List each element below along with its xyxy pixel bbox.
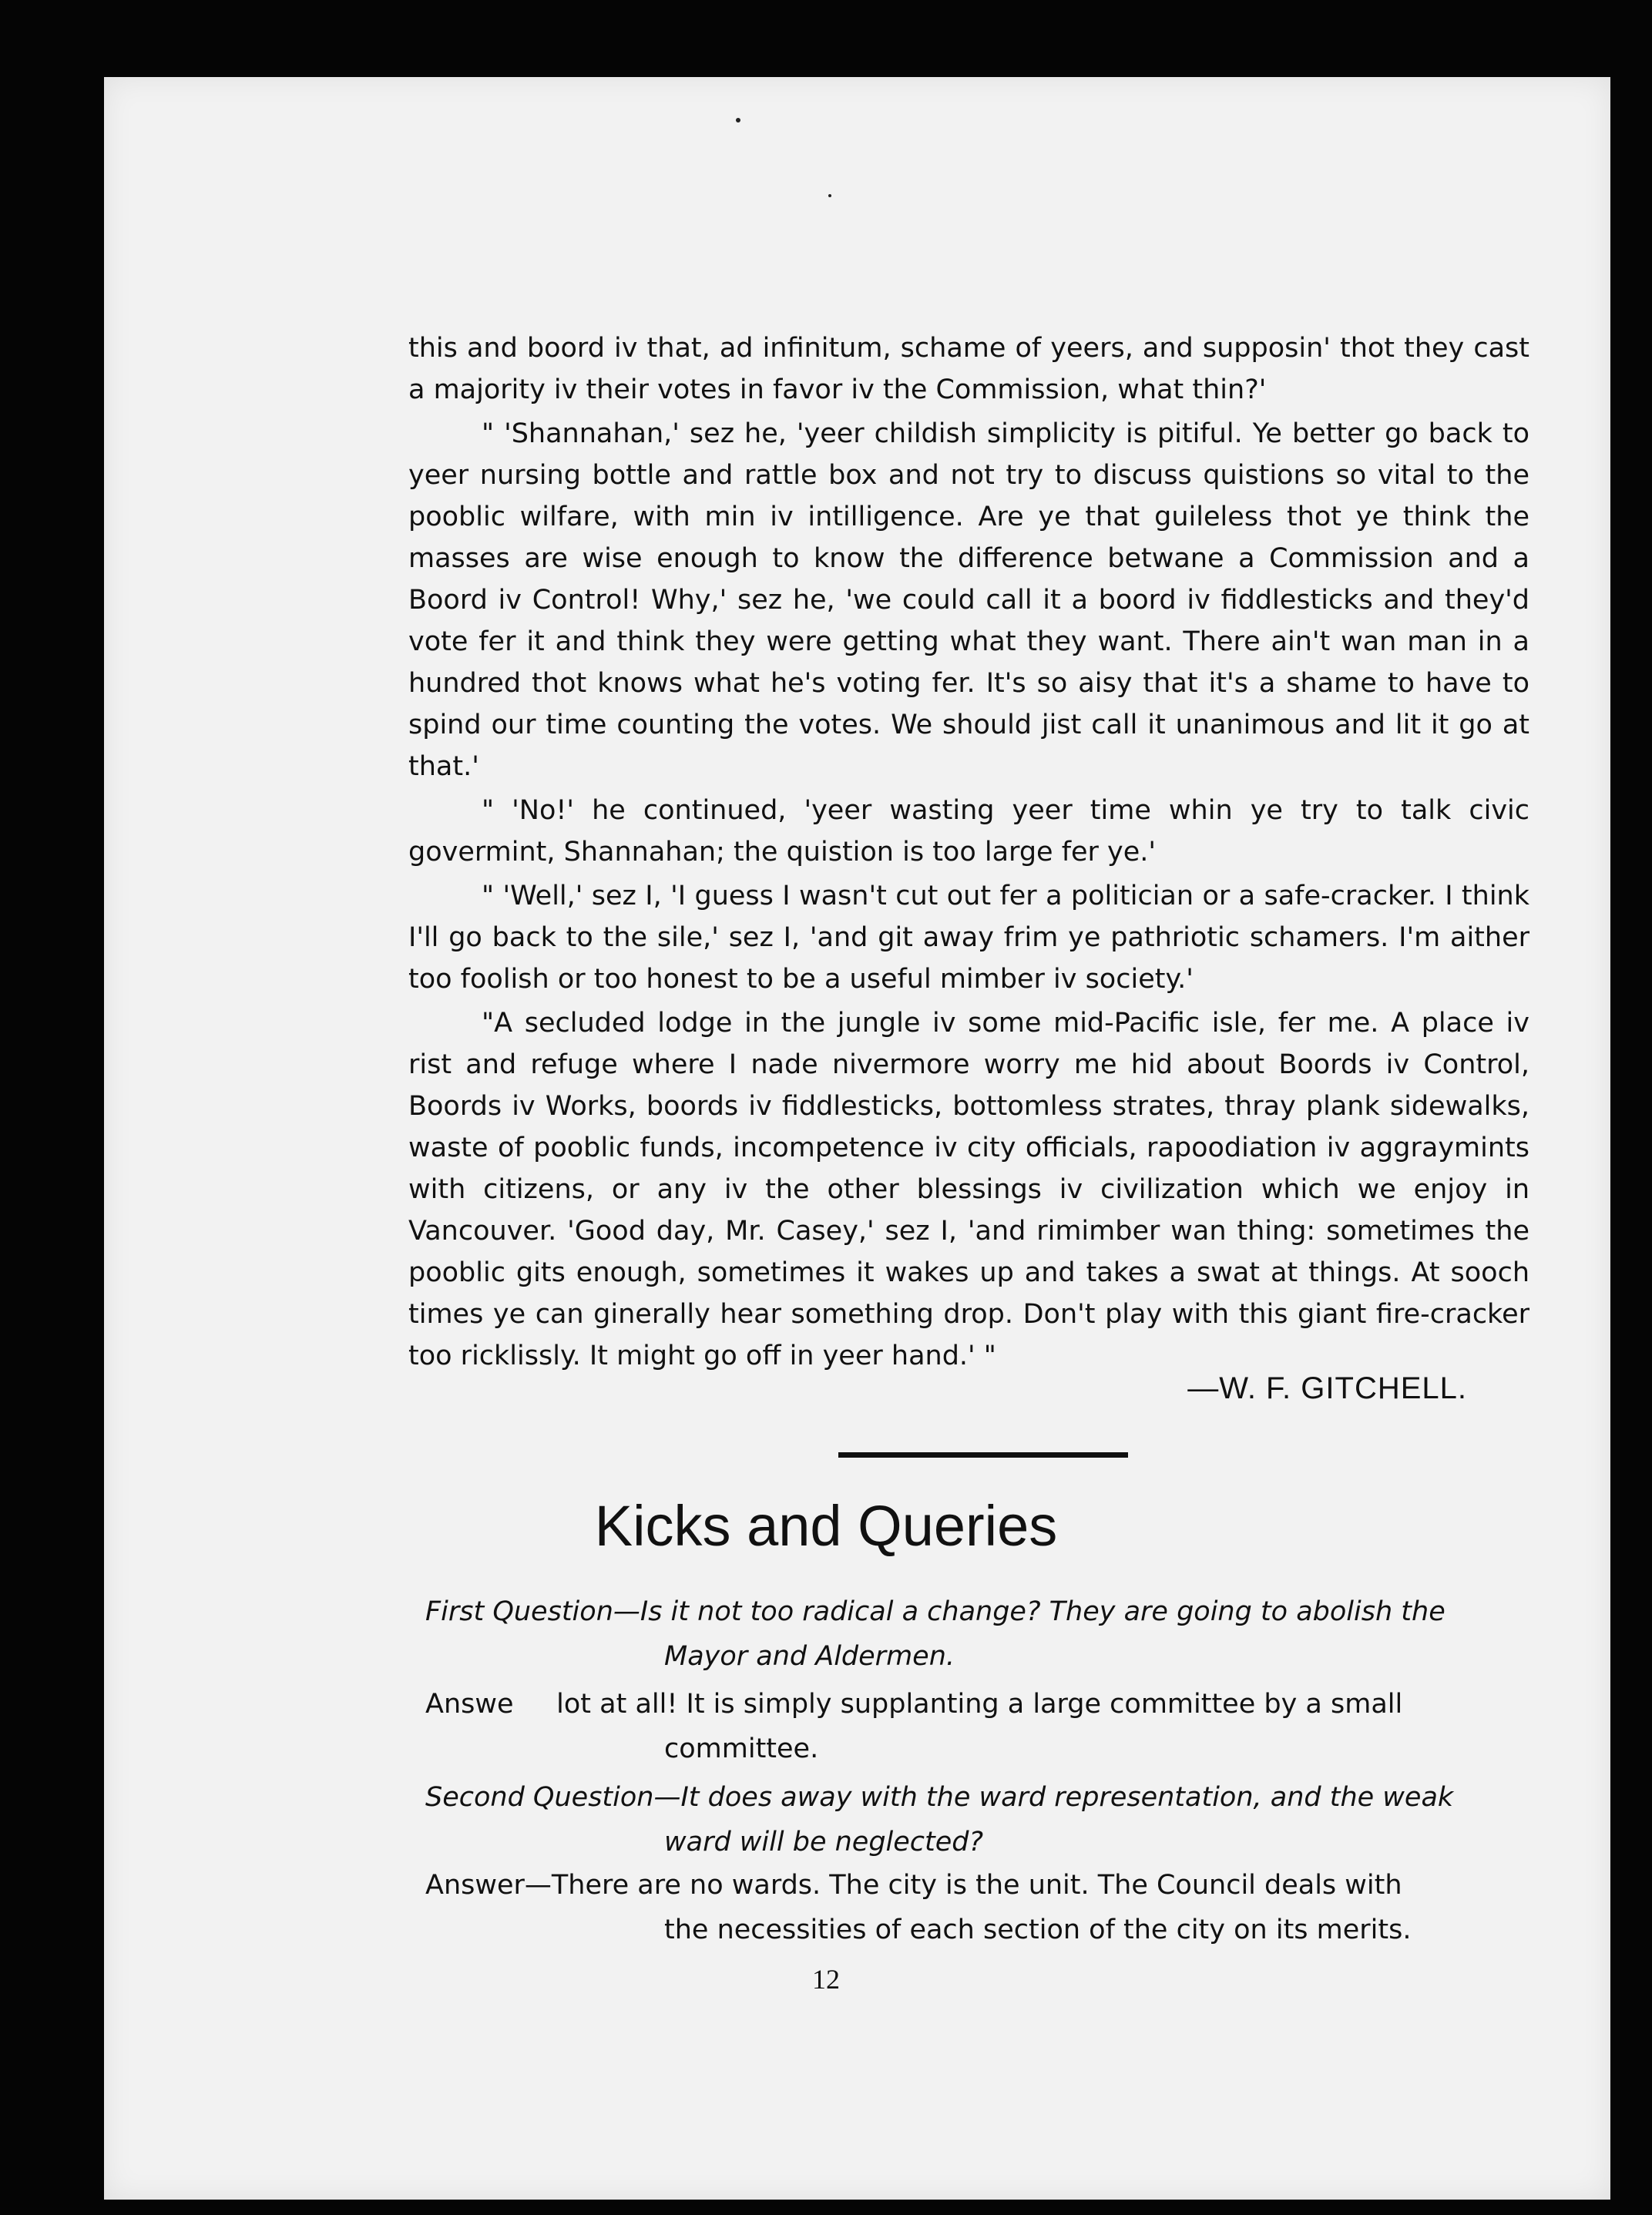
qa-label: Second Question— (425, 1782, 681, 1813)
qa-text: lot at all! It is simply supplanting a large committee by a small (556, 1689, 1403, 1720)
letter-paragraph: this and boord iv that, ad infinitum, schame of yeers, and supposin' thot they cast a majority iv their votes in favor iv the Commission, what thin?' (408, 333, 1529, 405)
page-number: 12 (812, 1964, 840, 1995)
qa-entry (425, 1589, 1550, 1679)
speck (828, 194, 831, 197)
speck (736, 118, 740, 122)
author-signature: —W. F. GITCHELL. (1187, 1371, 1467, 1405)
qa-entry (425, 1682, 1550, 1771)
qa-label: Answe (425, 1689, 514, 1720)
letter-paragraph: "A secluded lodge in the jungle iv some mid-Pacific isle, fer me. A place iv rist and refuge where I nade nivermore worry me hid about Boords iv Control, Boords iv Works, boords iv fiddlesticks, bottomless strates, thray plank sidewalks, waste of pooblic funds, incompetence iv city officials, rapoodiation iv aggraymints with citizens, or any iv the other blessings iv civilization which we enjoy in Vancouver. 'Good day, Mr. Casey,' sez I, 'and rimimber wan thing: sometimes the pooblic gits enough, sometimes it wakes up and takes a swat at things. At sooch times ye can ginerally hear something drop. Don't play with this giant fire-cracker too ricklissly. It might go off in yeer hand.' " (408, 1008, 1529, 1371)
letter-body (408, 327, 1529, 1379)
section-divider (838, 1452, 1128, 1458)
qa-text-continued: the necessities of each section of the city on its merits. (664, 1915, 1412, 1945)
letter-paragraph: " 'Well,' sez I, 'I guess I wasn't cut out fer a politician or a safe-cracker. I think I'll go back to the sile,' sez I, 'and git away frim ye pathriotic schamers. I'm aither too foolish or too honest to be a useful mimber iv society.' (408, 881, 1529, 995)
letter-paragraph: " 'No!' he continued, 'yeer wasting yeer time whin ye try to talk civic govermint, Shannahan; the quistion is too large fer ye.' (408, 795, 1529, 868)
qa-text-continued: Mayor and Aldermen. (664, 1641, 955, 1672)
qa-label: First Question— (425, 1596, 640, 1627)
section-title: Kicks and Queries (594, 1494, 1058, 1558)
letter-paragraph: " 'Shannahan,' sez he, 'yeer childish simplicity is pitiful. Ye better go back to yeer nursing bottle and rattle box and not try to discuss quistions so vital to the pooblic wilfare, with min iv intilligence. Are ye that guileless thot ye think the masses are wise enough to know the difference betwane a Commission and a Boord iv Control! Why,' sez he, 'we could call it a boord iv fiddlesticks and they'd vote fer it and think they were getting what they want. There ain't wan man in a hundred thot knows what he's voting fer. It's so aisy that it's a shame to have to spind our time counting the votes. We should jist call it unanimous and lit it go at that.' (408, 418, 1529, 782)
qa-text: Is it not too radical a change? They are going to abolish the (640, 1596, 1446, 1627)
qa-text-continued: committee. (664, 1733, 819, 1764)
qa-text: It does away with the ward representation, and the weak (680, 1782, 1454, 1813)
qa-text-continued: ward will be neglected? (664, 1827, 984, 1858)
qa-text: There are no wards. The city is the unit. The Council deals with (551, 1870, 1402, 1901)
qa-label: Answer— (425, 1870, 552, 1901)
qa-entry (425, 1775, 1550, 1864)
qa-entry (425, 1863, 1550, 1952)
